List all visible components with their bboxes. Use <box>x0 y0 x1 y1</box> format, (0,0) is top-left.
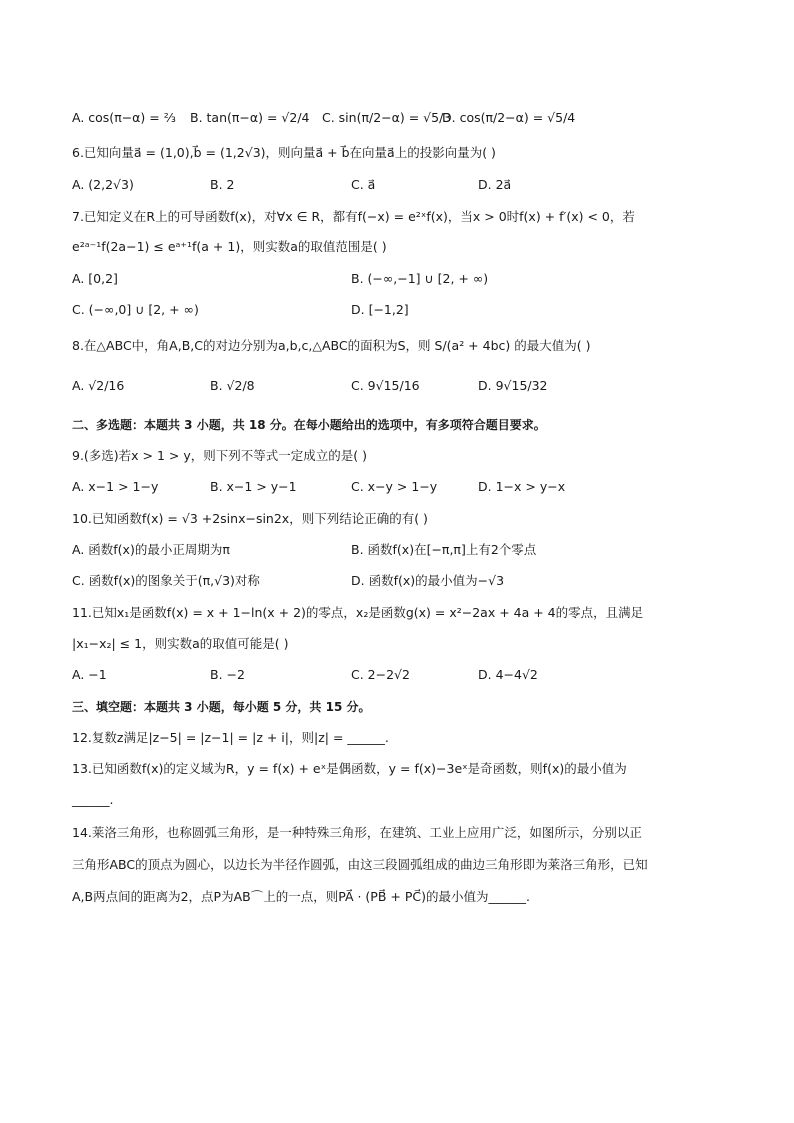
q8-option-a: A. √2/16 <box>72 378 125 393</box>
q9-option-d: D. 1−x > y−x <box>478 479 566 494</box>
q9-option-c: C. x−y > 1−y <box>351 479 438 494</box>
q7-option-a: A. [0,2] <box>72 271 118 286</box>
q6-option-d: D. 2a⃗ <box>478 177 512 192</box>
q7-options-row2 <box>72 302 732 320</box>
q8-option-d: D. 9√15/32 <box>478 378 548 393</box>
section-fill-in-heading: 三、填空题：本题共 3 小题，每小题 5 分，共 15 分。 <box>72 700 371 714</box>
q9-stem: 9.(多选)若x > 1 > y，则下列不等式一定成立的是( ) <box>72 448 367 463</box>
q10-option-d: D. 函数f(x)的最小值为−√3 <box>351 573 505 588</box>
q10-stem: 10.已知函数f(x) = √3 +2sinx−sin2x，则下列结论正确的有( ) <box>72 511 428 526</box>
q11-option-b: B. −2 <box>210 667 245 682</box>
q5-option-d: D. cos(π/2−α) = √5/4 <box>442 110 576 125</box>
q14-line3: A,B两点间的距离为2，点P为AB⌒上的一点，则PA⃗ · (PB⃗ + PC⃗)的最小值为______. <box>72 889 530 904</box>
q13-stem-line1: 13.已知函数f(x)的定义域为R，y = f(x) + eˣ是偶函数，y = f(x)−3eˣ是奇函数，则f(x)的最小值为 <box>72 761 627 776</box>
q11-stem-line2: |x₁−x₂| ≤ 1，则实数a的取值可能是( ) <box>72 636 289 651</box>
q7-option-b: B. (−∞,−1] ∪ [2, + ∞) <box>351 271 489 286</box>
q5-option-c: C. sin(π/2−α) = √5/3 <box>322 110 452 125</box>
q6-options <box>72 177 732 195</box>
q8-option-c: C. 9√15/16 <box>351 378 420 393</box>
q11-option-c: C. 2−2√2 <box>351 667 410 682</box>
q9-option-a: A. x−1 > 1−y <box>72 479 159 494</box>
q6-option-c: C. a⃗ <box>351 177 376 192</box>
q10-option-c: C. 函数f(x)的图象关于(π,√3)对称 <box>72 573 260 588</box>
q8-option-b: B. √2/8 <box>210 378 255 393</box>
q12-stem: 12.复数z满足|z−5| = |z−1| = |z + i|，则|z| = ______. <box>72 730 389 745</box>
q7-options-row1 <box>72 271 732 289</box>
q10-option-a: A. 函数f(x)的最小正周期为π <box>72 542 230 557</box>
q7-option-c: C. (−∞,0] ∪ [2, + ∞) <box>72 302 199 317</box>
q5-options <box>72 110 732 128</box>
q6-option-a: A. (2,2√3) <box>72 177 134 192</box>
section-multiple-choice-heading: 二、多选题：本题共 3 小题，共 18 分。在每小题给出的选项中，有多项符合题目要求。 <box>72 418 546 432</box>
q11-stem-line1: 11.已知x₁是函数f(x) = x + 1−ln(x + 2)的零点，x₂是函数g(x) = x²−2ax + 4a + 4的零点，且满足 <box>72 605 644 620</box>
q14-line2: 三角形ABC的顶点为圆心，以边长为半径作圆弧，由这三段圆弧组成的曲边三角形即为莱洛三角形，已知 <box>72 857 648 872</box>
q11-option-d: D. 4−4√2 <box>478 667 538 682</box>
q6-option-b: B. 2 <box>210 177 235 192</box>
q7-option-d: D. [−1,2] <box>351 302 409 317</box>
q9-options <box>72 479 732 497</box>
q10-options-row1 <box>72 542 732 560</box>
q14-line1: 14.莱洛三角形，也称圆弧三角形，是一种特殊三角形，在建筑、工业上应用广泛，如图所示，分别以正 <box>72 825 642 840</box>
q11-option-a: A. −1 <box>72 667 107 682</box>
q13-stem-line2: ______. <box>72 792 114 807</box>
q11-options <box>72 667 732 685</box>
q8-options <box>72 378 732 396</box>
q8-stem: 8.在△ABC中，角A,B,C的对边分别为a,b,c,△ABC的面积为S，则 S/(a² + 4bc) 的最大值为( ) <box>72 338 591 353</box>
q6-stem: 6.已知向量a⃗ = (1,0),b⃗ = (1,2√3)，则向量a⃗ + b⃗在向量a⃗上的投影向量为( ) <box>72 145 496 160</box>
q5-option-b: B. tan(π−α) = √2/4 <box>190 110 310 125</box>
q7-stem-line1: 7.已知定义在R上的可导函数f(x)，对∀x ∈ R，都有f(−x) = e²ˣf(x)，当x > 0时f(x) + f′(x) < 0，若 <box>72 209 635 224</box>
q5-option-a: A. cos(π−α) = ⅔ <box>72 110 176 125</box>
q10-options-row2 <box>72 573 732 591</box>
q7-stem-line2: e²ᵃ⁻¹f(2a−1) ≤ eᵃ⁺¹f(a + 1)，则实数a的取值范围是( ) <box>72 239 387 254</box>
q9-option-b: B. x−1 > y−1 <box>210 479 297 494</box>
q10-option-b: B. 函数f(x)在[−π,π]上有2个零点 <box>351 542 537 557</box>
